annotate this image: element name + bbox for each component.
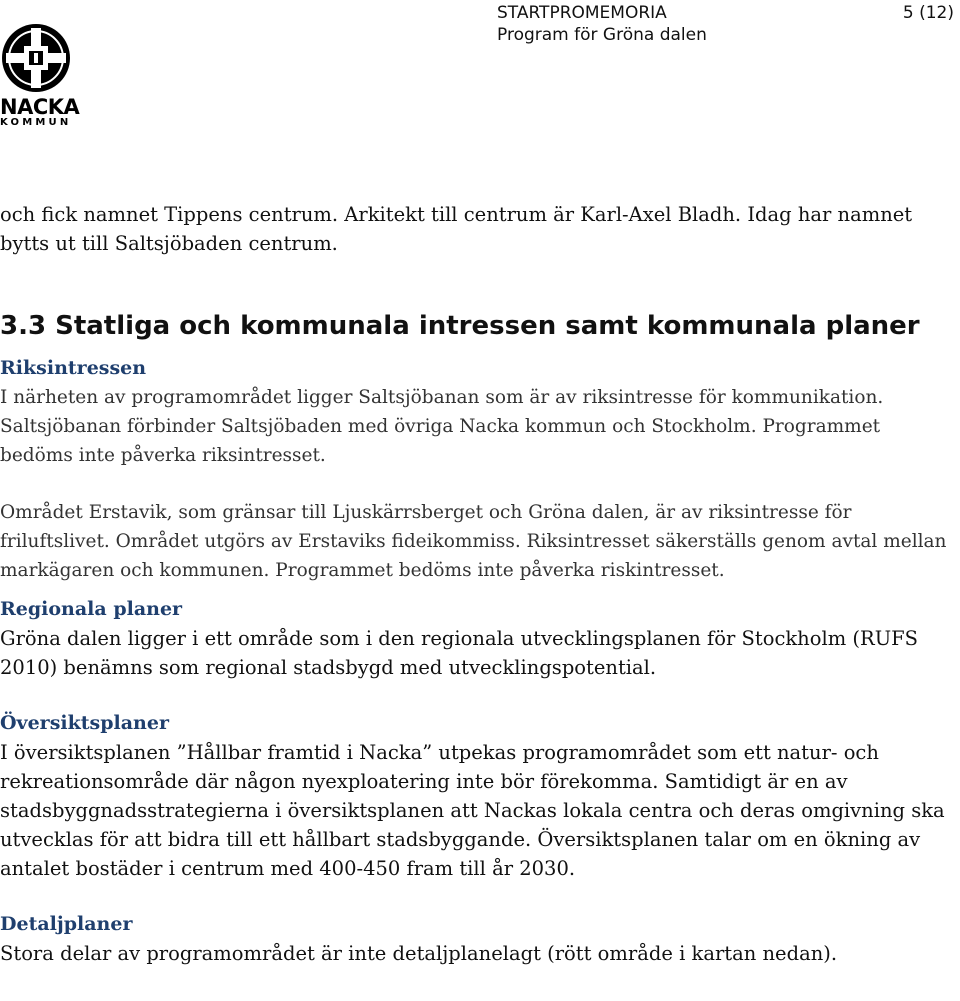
logo-name: NACKA	[0, 95, 80, 119]
section-heading: 3.3 Statliga och kommunala intressen samt kommunala planer	[0, 311, 920, 341]
nacka-kommun-logo	[0, 22, 80, 128]
intro-paragraph: och fick namnet Tippens centrum. Arkitekt till centrum är Karl-Axel Bladh. Idag har namnet bytts ut till Saltsjöbaden centrum.	[0, 203, 913, 255]
riksintressen-paragraph-2: Området Erstavik, som gränsar till Ljuskärrsberget och Gröna dalen, är av riksintresse för friluftslivet. Området utgörs av Erstaviks fideikommiss. Riksintresset säkerställs genom avtal mellan markägaren och kommunen. Programmet bedöms inte påverka riskintresset.	[0, 502, 947, 581]
oversiktsplaner-paragraph: I översiktsplanen ”Hållbar framtid i Nacka” utpekas programområdet som ett natur- och rekreationsområde där någon nyexploatering inte bör förekomma. Samtidigt är en av stadsbyggnadsstrategierna i översiktsplanen att Nackas lokala centra och deras omgivning ska utvecklas för att bidra till ett hållbart stadsbyggande. Översiktsplanen talar om en ökning av antalet bostäder i centrum med 400-450 fram till år 2030.	[0, 741, 945, 880]
logo-sub: KOMMUN	[0, 117, 72, 128]
header-title: STARTPROMEMORIA	[497, 3, 667, 23]
page-number: 5 (12)	[902, 3, 954, 23]
regionala-planer-heading: Regionala planer	[0, 598, 183, 620]
detaljplaner-paragraph: Stora delar av programområdet är inte detaljplanelagt (rött område i kartan nedan).	[0, 942, 838, 965]
riksintressen-paragraph-1: I närheten av programområdet ligger Saltsjöbanan som är av riksintresse för kommunikation. Saltsjöbanan förbinder Saltsjöbaden med övriga Nacka kommun och Stockholm. Programmet bedöms inte påverka riksintresset.	[0, 387, 884, 466]
document-body	[0, 200, 952, 968]
nacka-emblem-icon	[0, 22, 72, 94]
oversiktsplaner-heading: Översiktsplaner	[0, 712, 169, 734]
riksintressen-heading: Riksintressen	[0, 357, 147, 379]
regionala-planer-paragraph: Gröna dalen ligger i ett område som i den regionala utvecklingsplanen för Stockholm (RUFS 2010) benämns som regional stadsbygd med utvecklingspotential.	[0, 627, 919, 679]
page-header	[497, 2, 960, 46]
detaljplaner-heading: Detaljplaner	[0, 913, 133, 935]
header-subtitle: Program för Gröna dalen	[497, 25, 707, 45]
